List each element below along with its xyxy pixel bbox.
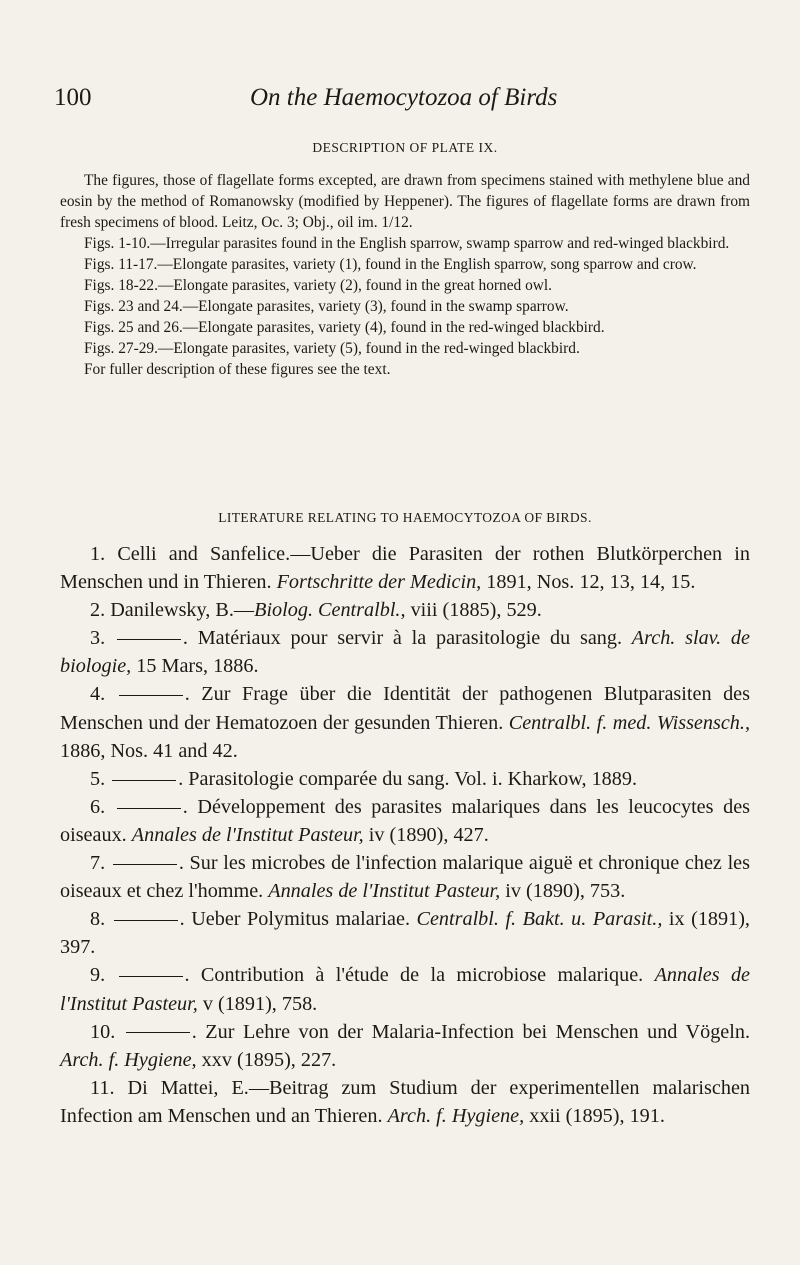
- ref-number: 5.: [90, 767, 106, 790]
- ditto-rule: [112, 780, 176, 781]
- ref-number: 6.: [90, 795, 106, 818]
- ref-text: Beitrag zum Studium der experimentellen malarischen Infection am Menschen und an Thieren.: [60, 1076, 751, 1127]
- reference-item: [60, 793, 750, 849]
- ref-number: 11.: [90, 1076, 115, 1099]
- page-number: 100: [54, 84, 92, 111]
- ref-text: . Parasitologie comparée du sang. Vol. i. Kharkow, 1889.: [178, 767, 637, 790]
- ref-detail: iv (1890), 427.: [363, 823, 489, 846]
- description-paragraph: For fuller description of these figures see the text.: [84, 361, 391, 378]
- ditto-rule: [119, 976, 183, 977]
- ditto-rule: [117, 639, 181, 640]
- literature-heading: LITERATURE RELATING TO HAEMOCYTOZOA OF BIRDS.: [218, 510, 592, 525]
- ref-author: Danilewsky, B.—: [110, 599, 255, 622]
- ref-author: Di Mattei, E.—: [127, 1076, 270, 1099]
- ref-journal: Fortschritte der Medicin,: [276, 571, 482, 594]
- ditto-rule: [117, 808, 181, 809]
- ref-text: . Contribution à l'étude de la microbiose malarique.: [184, 964, 655, 987]
- description-paragraph: Figs. 1-10.—Irregular parasites found in the English sparrow, swamp sparrow and red-winged blackbird.: [84, 235, 730, 252]
- ref-detail: xxii (1895), 191.: [524, 1104, 665, 1127]
- description-paragraph: Figs. 23 and 24.—Elongate parasites, variety (3), found in the swamp sparrow.: [84, 298, 569, 315]
- ref-text: . Zur Lehre von der Malaria-Infection bei Menschen und Vögeln.: [191, 1020, 751, 1043]
- ref-number: 3.: [90, 627, 106, 650]
- ref-number: 1.: [90, 543, 106, 565]
- ref-detail: ix (1891), 397.: [60, 908, 750, 959]
- ref-detail: 1891, Nos. 12, 13, 14, 15.: [481, 571, 696, 594]
- ref-number: 9.: [90, 964, 106, 987]
- ref-number: 10.: [90, 1020, 116, 1043]
- ref-number: 2.: [90, 599, 106, 622]
- description-paragraph: The figures, those of flagellate forms excepted, are drawn from specimens stained with methylene blue and eosin by the method of Romanowsky (modified by Heppener). The figures of flagellate forms are drawn from fresh specimens of blood. Leitz, Oc. 3; Obj., oil im. 1/12.: [60, 172, 750, 231]
- plate-description-heading: DESCRIPTION OF PLATE IX.: [312, 140, 498, 155]
- ref-detail: iv (1890), 753.: [500, 880, 626, 903]
- literature-section: [60, 510, 750, 1130]
- ref-detail: v (1891), 758.: [197, 992, 318, 1015]
- reference-item: [60, 849, 750, 905]
- reference-item: [60, 680, 750, 764]
- reference-item: [60, 905, 750, 961]
- ref-detail: viii (1885), 529.: [405, 599, 542, 622]
- ref-detail: 1886, Nos. 41 and 42.: [60, 739, 238, 762]
- description-paragraph: Figs. 25 and 26.—Elongate parasites, variety (4), found in the red-winged blackbird.: [84, 319, 605, 336]
- description-paragraph: Figs. 18-22.—Elongate parasites, variety (2), found in the great horned owl.: [84, 277, 553, 294]
- ref-number: 8.: [90, 908, 106, 931]
- reference-item: [60, 624, 750, 680]
- reference-item: [60, 1074, 750, 1130]
- ref-journal: Arch. f. Hygiene,: [60, 1048, 197, 1071]
- reference-item: [60, 1018, 750, 1074]
- ref-detail: 15 Mars, 1886.: [131, 655, 259, 678]
- description-paragraph: Figs. 27-29.—Elongate parasites, variety (5), found in the red-winged blackbird.: [84, 340, 580, 357]
- ref-text: . Développement des parasites malariques dans les leucocytes des oiseaux.: [60, 795, 751, 846]
- page-header: [0, 84, 800, 118]
- ref-text: . Ueber Polymitus malariae.: [179, 908, 417, 931]
- ref-number: 4.: [90, 683, 106, 706]
- ref-text: Ueber die Parasiten der rothen Blutkörperchen in Menschen und in Thieren.: [60, 543, 750, 594]
- ref-journal: Centralbl. f. med. Wissensch.,: [508, 711, 750, 734]
- ref-journal: Annales de l'Institut Pasteur,: [268, 880, 501, 903]
- ref-text: . Sur les microbes de l'infection malarique aiguë et chronique chez les oiseaux et chez l'homme.: [60, 852, 750, 903]
- ref-journal: Arch. f. Hygiene,: [387, 1104, 525, 1127]
- reference-item: [60, 596, 750, 624]
- reference-item: [60, 765, 750, 793]
- ditto-rule: [119, 695, 183, 696]
- ref-journal: Biolog. Centralbl.,: [254, 599, 406, 622]
- ref-journal: Annales de l'Institut Pasteur,: [131, 823, 364, 846]
- ditto-rule: [113, 864, 177, 865]
- ref-text: . Matériaux pour servir à la parasitologie du sang.: [182, 627, 632, 650]
- ref-number: 7.: [90, 852, 106, 875]
- ditto-rule: [114, 920, 178, 921]
- reference-item: [60, 540, 750, 596]
- ref-journal: Centralbl. f. Bakt. u. Parasit.,: [416, 908, 663, 931]
- description-paragraph: Figs. 11-17.—Elongate parasites, variety (1), found in the English sparrow, song sparrow and crow.: [84, 256, 697, 273]
- running-title: On the Haemocytozoa of Birds: [250, 84, 558, 111]
- ref-journal: Annales de l'Institut Pasteur,: [60, 964, 751, 1015]
- ditto-rule: [126, 1032, 190, 1033]
- plate-description: [60, 140, 750, 380]
- reference-item: [60, 961, 750, 1017]
- ref-text: . Zur Frage über die Identität der pathogenen Blutparasiten des Menschen und der Hematozoen der gesunden Thieren.: [60, 683, 751, 734]
- ref-journal: Arch. slav. de biologie,: [60, 627, 750, 678]
- ref-author: Celli and Sanfelice.—: [117, 543, 311, 565]
- reference-list: [60, 540, 750, 1130]
- ref-detail: xxv (1895), 227.: [196, 1048, 337, 1071]
